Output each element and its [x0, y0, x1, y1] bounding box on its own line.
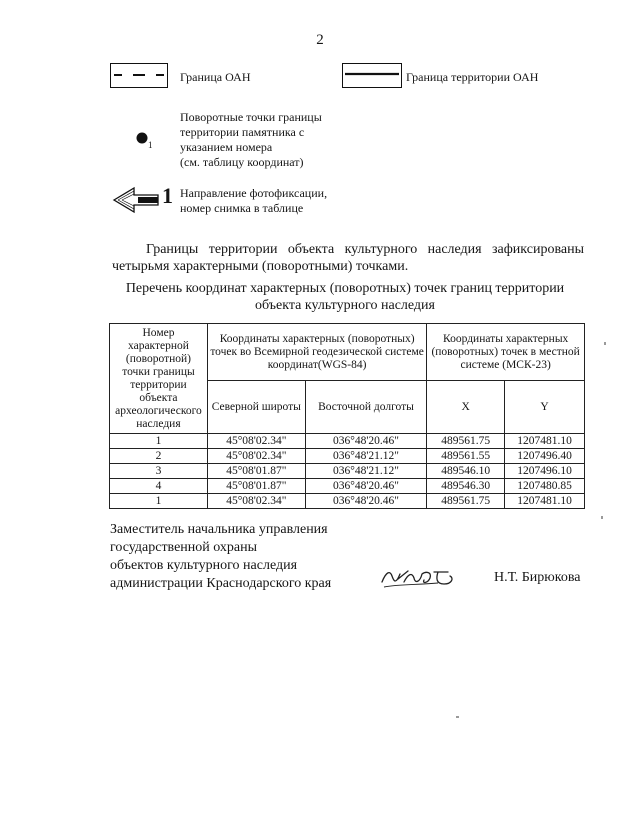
cell-longitude: 036°48'20.46": [305, 479, 427, 494]
legend-turning-points-line: указанием номера: [180, 140, 273, 154]
scan-speck: [604, 342, 606, 345]
cell-latitude: 45°08'01.87": [207, 464, 305, 479]
signatory-position-line: государственной охраны: [110, 540, 258, 555]
cell-point: 1: [110, 494, 208, 509]
cell-point: 4: [110, 479, 208, 494]
scan-speck: [601, 516, 603, 519]
cell-x: 489546.30: [427, 479, 505, 494]
signatory-name: Н.Т. Бирюкова: [494, 570, 581, 585]
header-x: X: [427, 381, 505, 434]
legend-photo-direction-text: [180, 186, 327, 216]
photo-direction-arrow-icon: [112, 184, 162, 216]
boundary-paragraph-line-2: четырьмя характерными (поворотными) точками.: [112, 259, 409, 274]
cell-point: 2: [110, 449, 208, 464]
cell-latitude: 45°08'01.87": [207, 479, 305, 494]
cell-y: 1207496.40: [505, 449, 585, 464]
cell-point: 3: [110, 464, 208, 479]
header-wgs84: Координаты характерных (поворотных) точек во Всемирной геодезической системе координат(WGS-84): [207, 324, 426, 381]
legend-turning-points-line: (см. таблицу координат): [180, 155, 304, 169]
boundary-oan-symbol: [110, 63, 168, 88]
signatory-position-line: администрации Краснодарского края: [110, 576, 332, 591]
cell-x: 489546.10: [427, 464, 505, 479]
handwritten-signature: [378, 562, 462, 592]
table-title-line: объекта культурного наследия: [255, 298, 435, 313]
solid-line-icon: [343, 64, 401, 86]
photo-number: 1: [162, 183, 173, 208]
cell-y: 1207481.10: [505, 494, 585, 509]
cell-latitude: 45°08'02.34": [207, 494, 305, 509]
legend-turning-points-line: территории памятника с: [180, 125, 305, 139]
signatory-position: [110, 521, 331, 593]
table-title: [90, 280, 600, 314]
cell-longitude: 036°48'21.12": [305, 449, 427, 464]
cell-point: 1: [110, 434, 208, 449]
table-row: [110, 464, 585, 479]
cell-x: 489561.75: [427, 494, 505, 509]
cell-latitude: 45°08'02.34": [207, 434, 305, 449]
legend-turning-points-text: [180, 110, 322, 170]
legend-boundary-territory-label: Граница территории ОАН: [406, 70, 539, 84]
cell-longitude: 036°48'21.12": [305, 464, 427, 479]
table-row: [110, 434, 585, 449]
cell-y: 1207480.85: [505, 479, 585, 494]
boundary-paragraph-line-1: Границы территории объекта культурного наследия зафиксированы: [146, 242, 584, 257]
turning-point-number: 1: [148, 140, 153, 150]
cell-longitude: 036°48'20.46": [305, 434, 427, 449]
signatory-position-line: объектов культурного наследия: [110, 558, 298, 573]
header-longitude: Восточной долготы: [305, 381, 427, 434]
boundary-territory-symbol: [342, 63, 402, 88]
coordinates-table: [109, 323, 585, 509]
table-row: [110, 494, 585, 509]
scan-speck: [456, 716, 459, 718]
legend-photo-direction-line: номер снимка в таблице: [180, 201, 304, 215]
signatory-position-line: Заместитель начальника управления: [110, 522, 328, 537]
page-number: 2: [316, 32, 324, 48]
cell-x: 489561.75: [427, 434, 505, 449]
cell-y: 1207496.10: [505, 464, 585, 479]
legend-photo-direction-line: Направление фотофиксации,: [180, 186, 328, 200]
table-row: [110, 479, 585, 494]
cell-y: 1207481.10: [505, 434, 585, 449]
dashed-line-icon: [111, 64, 167, 86]
legend-turning-points-line: Поворотные точки границы: [180, 110, 322, 124]
header-point-number: Номер характерной (поворотной) точки границы территории объекта археологического наследия: [110, 324, 208, 434]
cell-x: 489561.55: [427, 449, 505, 464]
legend-boundary-oan-label: Граница ОАН: [180, 70, 251, 84]
cell-latitude: 45°08'02.34": [207, 449, 305, 464]
cell-longitude: 036°48'20.46": [305, 494, 427, 509]
header-msk23: Координаты характерных (поворотных) точек в местной системе (МСК-23): [427, 324, 585, 381]
table-title-line: Перечень координат характерных (поворотных) точек границ территории: [125, 281, 565, 296]
header-latitude: Северной широты: [207, 381, 305, 434]
table-row: [110, 449, 585, 464]
header-y: Y: [505, 381, 585, 434]
